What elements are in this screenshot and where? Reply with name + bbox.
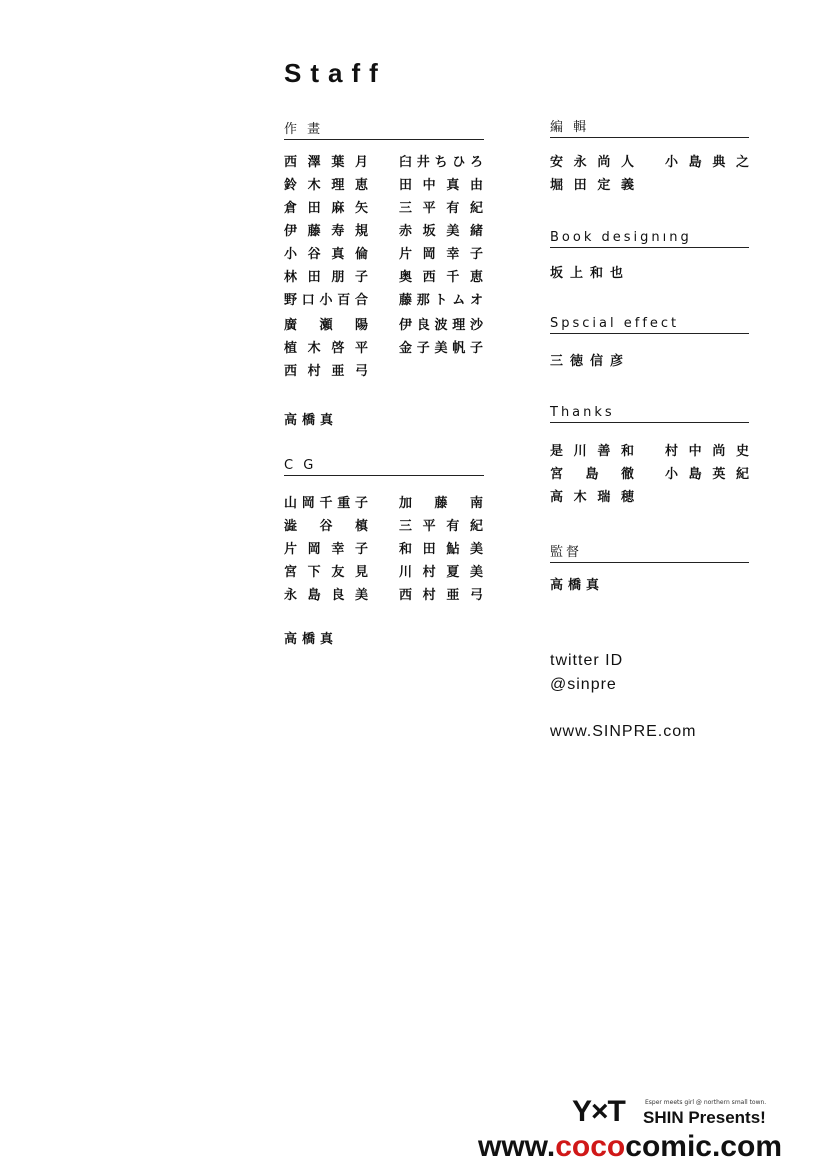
brand-presents: SHIN Presents!	[643, 1108, 766, 1127]
section-heading-director: 監督	[550, 541, 749, 563]
source-watermark	[478, 1130, 782, 1164]
credit-name: 永島良美	[284, 588, 368, 603]
credit-name: 田中真由	[399, 178, 483, 193]
yt-logo: Y×T	[572, 1095, 625, 1128]
section-heading-sakuga: 作 畫	[284, 118, 484, 140]
credit-name: 小島典之	[665, 155, 749, 170]
twitter-label: twitter ID	[550, 652, 624, 669]
website-link[interactable]: www.SINPRE.com	[550, 723, 697, 740]
credit-name: 伊良波理沙	[399, 318, 483, 333]
section-heading-special-effect: Spscial effect	[550, 316, 749, 334]
credit-name: 川村夏美	[399, 565, 483, 580]
credit-name: 澁 谷 槙	[284, 519, 368, 534]
credit-name: 片岡幸子	[399, 247, 483, 262]
section-heading-thanks: Thanks	[550, 405, 749, 423]
section-heading-editing: 編 輯	[550, 116, 749, 138]
credit-name: 植木啓平	[284, 341, 368, 356]
credit-name: 坂上和也	[550, 266, 631, 281]
credit-name: 伊藤寿規	[284, 224, 368, 239]
credit-name: 和田鮎美	[399, 542, 483, 557]
credit-name: 赤坂美緒	[399, 224, 483, 239]
credit-name: 山岡千重子	[284, 496, 368, 511]
credit-name-sakuga-lead: 高橋真	[284, 413, 339, 428]
credit-name: 藤那トムオ	[399, 293, 483, 308]
credit-name: 倉田麻矢	[284, 201, 368, 216]
credit-name: 西村亜弓	[399, 588, 483, 603]
credit-name: 堀田定義	[550, 178, 634, 193]
page-title: Staff	[284, 58, 387, 88]
credit-name: 小谷真倫	[284, 247, 368, 262]
credit-name: 安永尚人	[550, 155, 634, 170]
section-heading-book-design: Book designıng	[550, 230, 749, 248]
credit-name: 三平有紀	[399, 519, 483, 534]
credit-name: 三平有紀	[399, 201, 483, 216]
credit-name: 高木瑞穂	[550, 490, 634, 505]
credit-name: 小島英紀	[665, 467, 749, 482]
credit-name: 臼井ちひろ	[399, 155, 483, 170]
credit-name: 金子美帆子	[399, 341, 483, 356]
credit-name: 村中尚史	[665, 444, 749, 459]
credit-name: 宮下友見	[284, 565, 368, 580]
credit-name: 西村亜弓	[284, 364, 368, 379]
credit-name: 鈴木理恵	[284, 178, 368, 193]
credit-name-cg-lead: 高橋真	[284, 632, 339, 647]
credit-name: 片岡幸子	[284, 542, 368, 557]
credit-name: 野口小百合	[284, 293, 368, 308]
twitter-handle: @sinpre	[550, 676, 617, 693]
credit-name: 宮 島 徹	[550, 467, 634, 482]
credit-name: 高橋真	[550, 578, 605, 593]
watermark-suffix: comic.com	[625, 1130, 782, 1163]
brand-tagline: Esper meets girl @ northern small town.	[645, 1099, 767, 1106]
section-heading-cg: C G	[284, 458, 484, 476]
watermark-red: coco	[555, 1130, 626, 1163]
credit-name: 西澤葉月	[284, 155, 368, 170]
publisher-brand	[572, 1095, 787, 1133]
watermark-prefix: www.	[478, 1130, 556, 1163]
credit-name: 林田朋子	[284, 270, 368, 285]
credit-name: 三徳信彦	[550, 354, 631, 369]
credit-name: 是川善和	[550, 444, 634, 459]
credit-name: 奥西千恵	[399, 270, 483, 285]
credit-name: 加 藤 南	[399, 496, 483, 511]
credit-name: 廣 瀬 陽	[284, 318, 368, 333]
